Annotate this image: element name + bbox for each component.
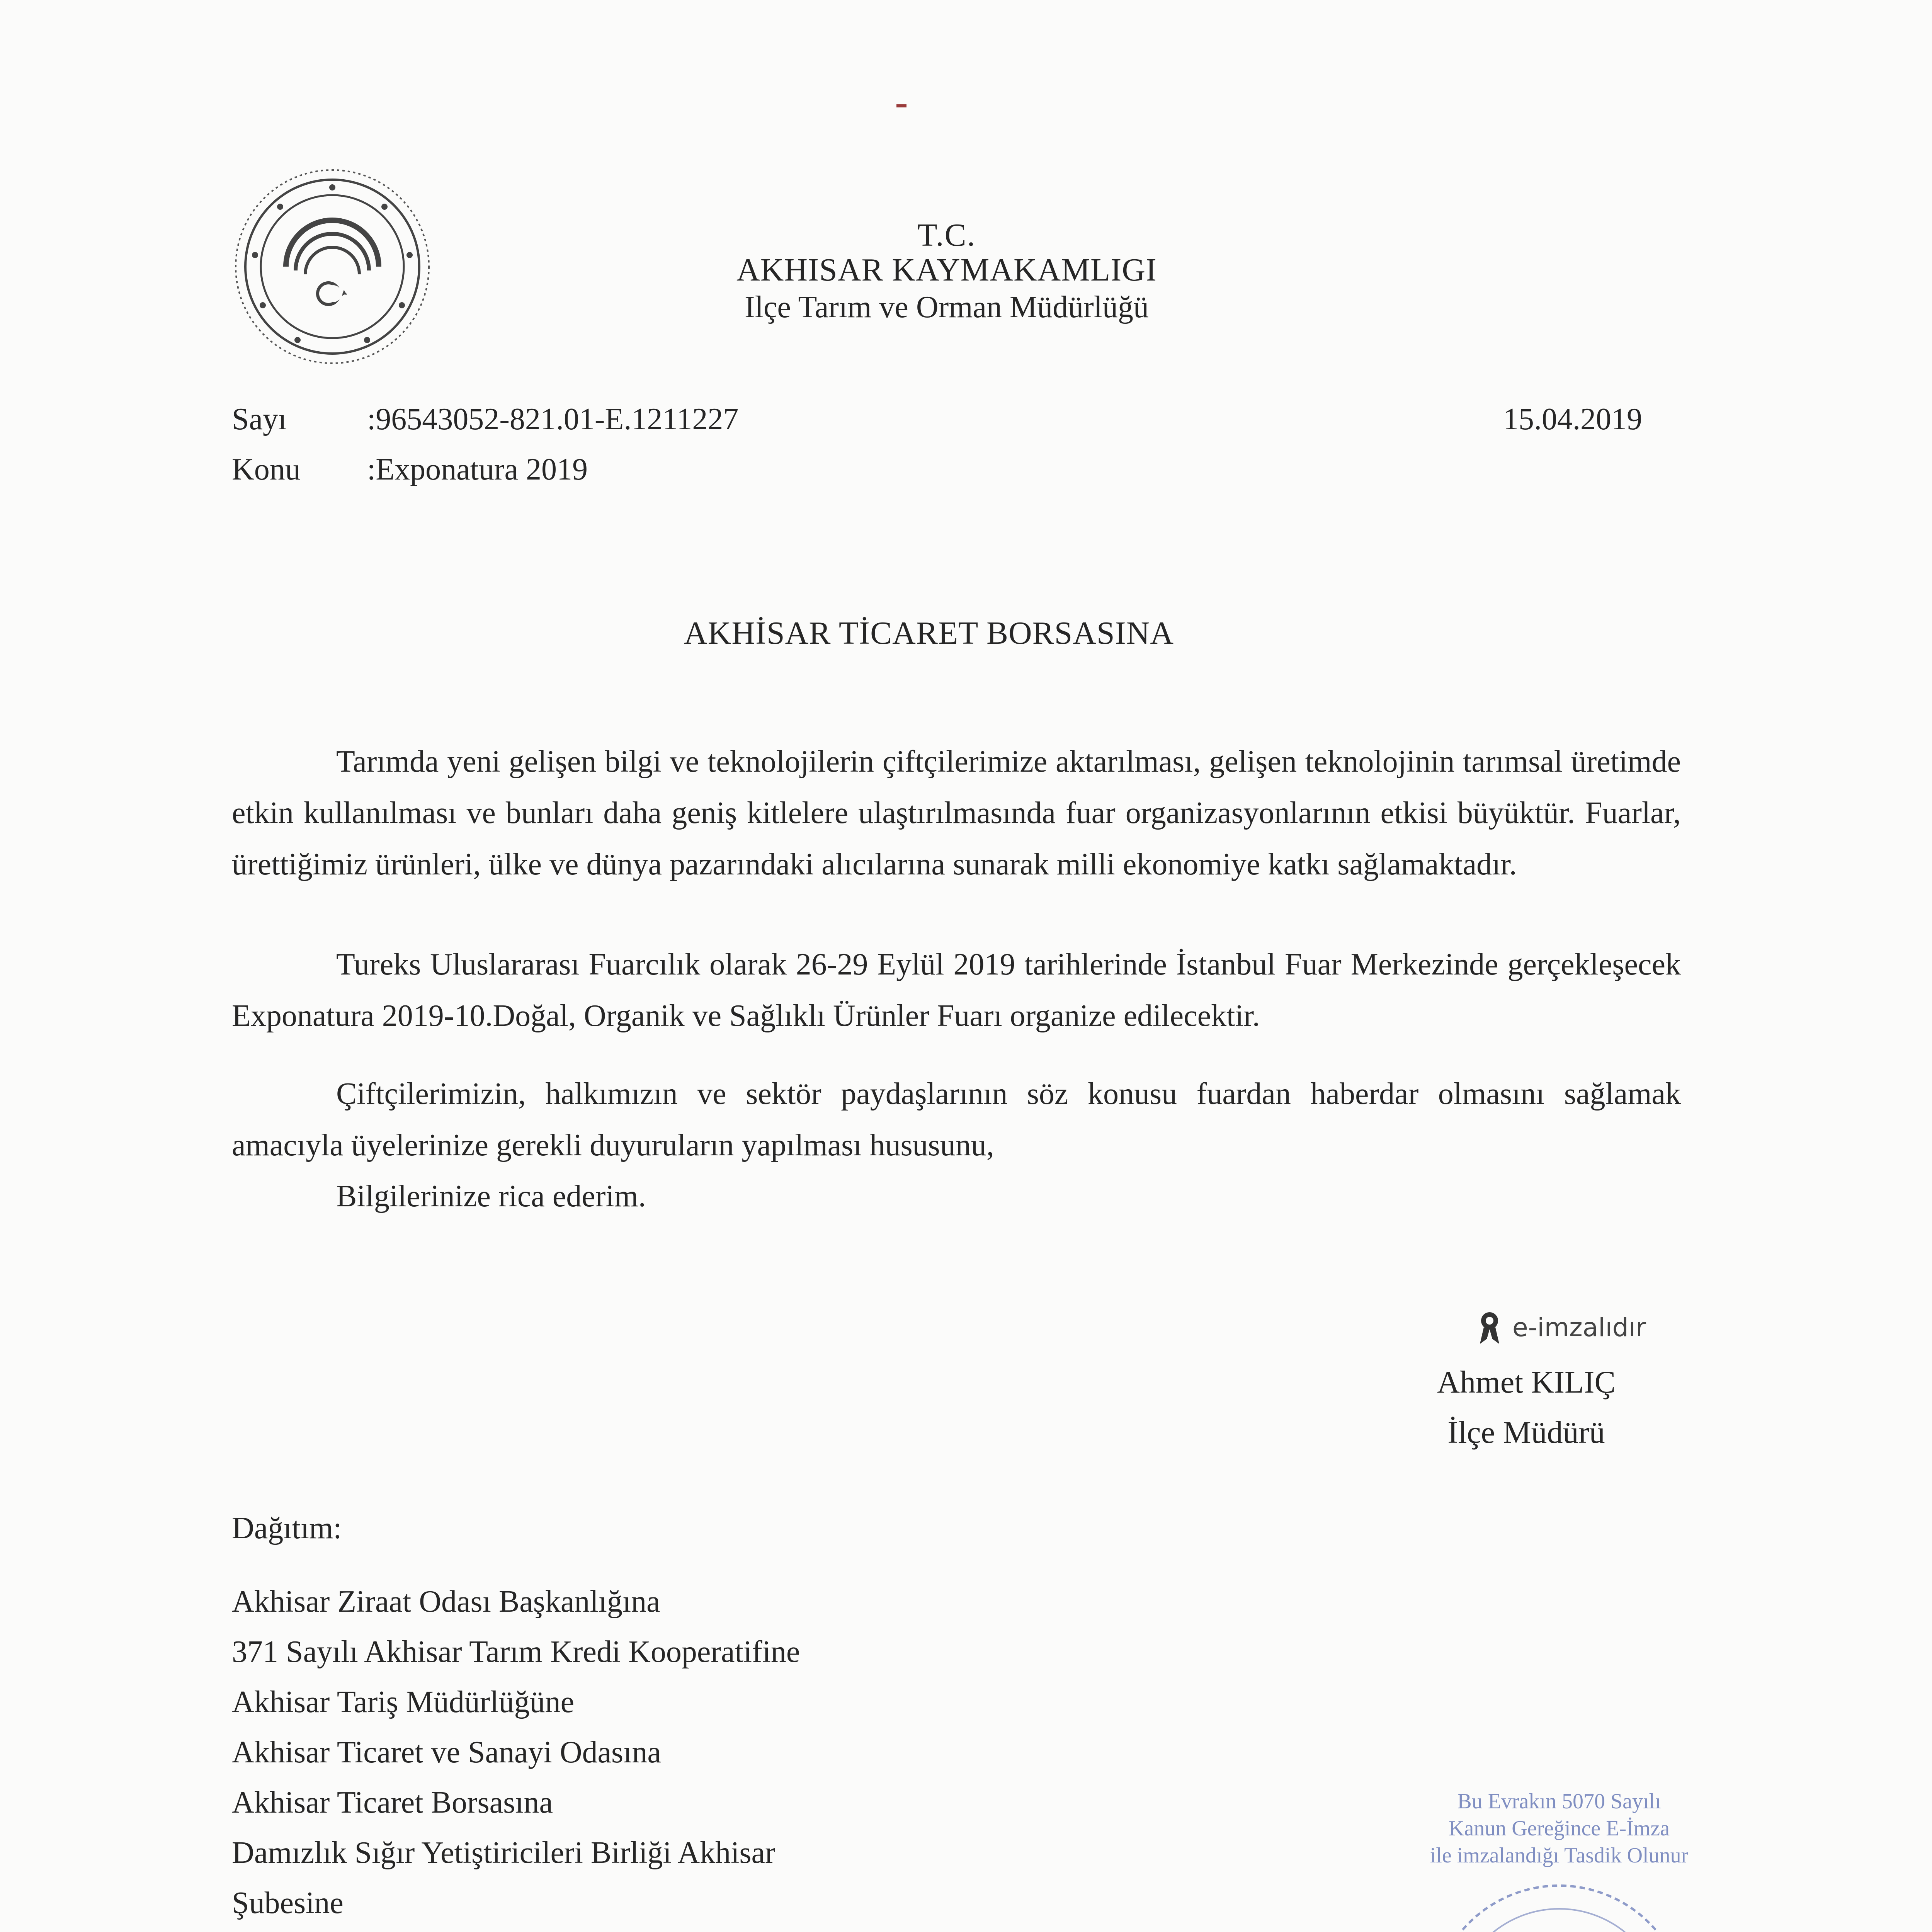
certification-stamp: [1376, 1774, 1743, 1932]
konu-value: :Exponatura 2019: [367, 452, 588, 486]
list-item: Akhisar Ziraat Odası Başkanlığına: [232, 1585, 660, 1619]
body-paragraph-1: Tarımda yeni gelişen bilgi ve teknolojilerin çiftçilerimize aktarılması, gelişen teknolojinin tarımsal üretimde etkin kullanılması ve bunları daha geniş kitlelere ulaştırılmasında fuar organizasyonlarının etkisi büyüktür. Fuarlar, ürettiğimiz ürünleri, ülke ve dünya pazarındaki alıcılarına sunarak milli ekonomiye katkı sağlamaktadır.: [232, 745, 1681, 881]
scan-mark: [896, 104, 906, 107]
esign-label: e-imzalıdır: [1512, 1312, 1646, 1342]
list-item: Akhisar Ticaret ve Sanayi Odasına: [232, 1735, 661, 1769]
list-item: Akhisar Tariş Müdürlüğüne: [232, 1685, 575, 1719]
list-item: Şubesine: [232, 1886, 344, 1920]
sayi-value: :96543052-821.01-E.1211227: [367, 402, 739, 436]
konu-label: Konu: [232, 452, 301, 486]
stamp-line-3: ile imzalandığı Tasdik Olunur: [1430, 1844, 1689, 1867]
body-paragraph-4: Bilgilerinize rica ederim.: [336, 1179, 646, 1213]
ribbon-icon: [1476, 1310, 1503, 1345]
list-item: Akhisar Ticaret Borsasına: [232, 1786, 553, 1820]
body-paragraph-2: Tureks Uluslararası Fuarcılık olarak 26-29 Eylül 2019 tarihlerinde İstanbul Fuar Merkezinde gerçekleşecek Exponatura 2019-10.Doğal, Organik ve Sağlıklı Ürünler Fuarı organize edilecektir.: [232, 947, 1681, 1033]
ministry-emblem-icon: [232, 166, 433, 367]
header-tc: T.C.: [917, 217, 976, 253]
esign-block: [1476, 1310, 1646, 1345]
header-mudurluk: Ilçe Tarım ve Orman Müdürlüğü: [745, 290, 1149, 324]
distribution-list: [232, 1577, 800, 1928]
list-item: 371 Sayılı Akhisar Tarım Kredi Kooperatifine: [232, 1635, 800, 1669]
signer-title: İlçe Müdürü: [1447, 1415, 1605, 1450]
stamp-line-2: Kanun Gereğince E-İmza: [1448, 1816, 1670, 1840]
list-item: Damızlık Sığır Yetiştiricileri Birliği Akhisar: [232, 1836, 776, 1870]
distribution-title: Dağıtım:: [232, 1511, 342, 1545]
stamp-line-1: Bu Evrakın 5070 Sayılı: [1457, 1789, 1661, 1813]
sayi-label: Sayı: [232, 402, 287, 436]
document-date: 15.04.2019: [1503, 402, 1642, 436]
body-paragraph-3: Çiftçilerimizin, halkımızın ve sektör paydaşlarının söz konusu fuardan haberdar olmasını sağlamak amacıyla üyelerinize gerekli duyuruların yapılması hususunu,: [232, 1077, 1681, 1162]
header-kaymakamlik: AKHISAR KAYMAKAMLIGI: [736, 252, 1157, 288]
recipient: AKHİSAR TİCARET BORSASINA: [684, 615, 1174, 651]
signer-name: Ahmet KILIÇ: [1437, 1364, 1616, 1400]
